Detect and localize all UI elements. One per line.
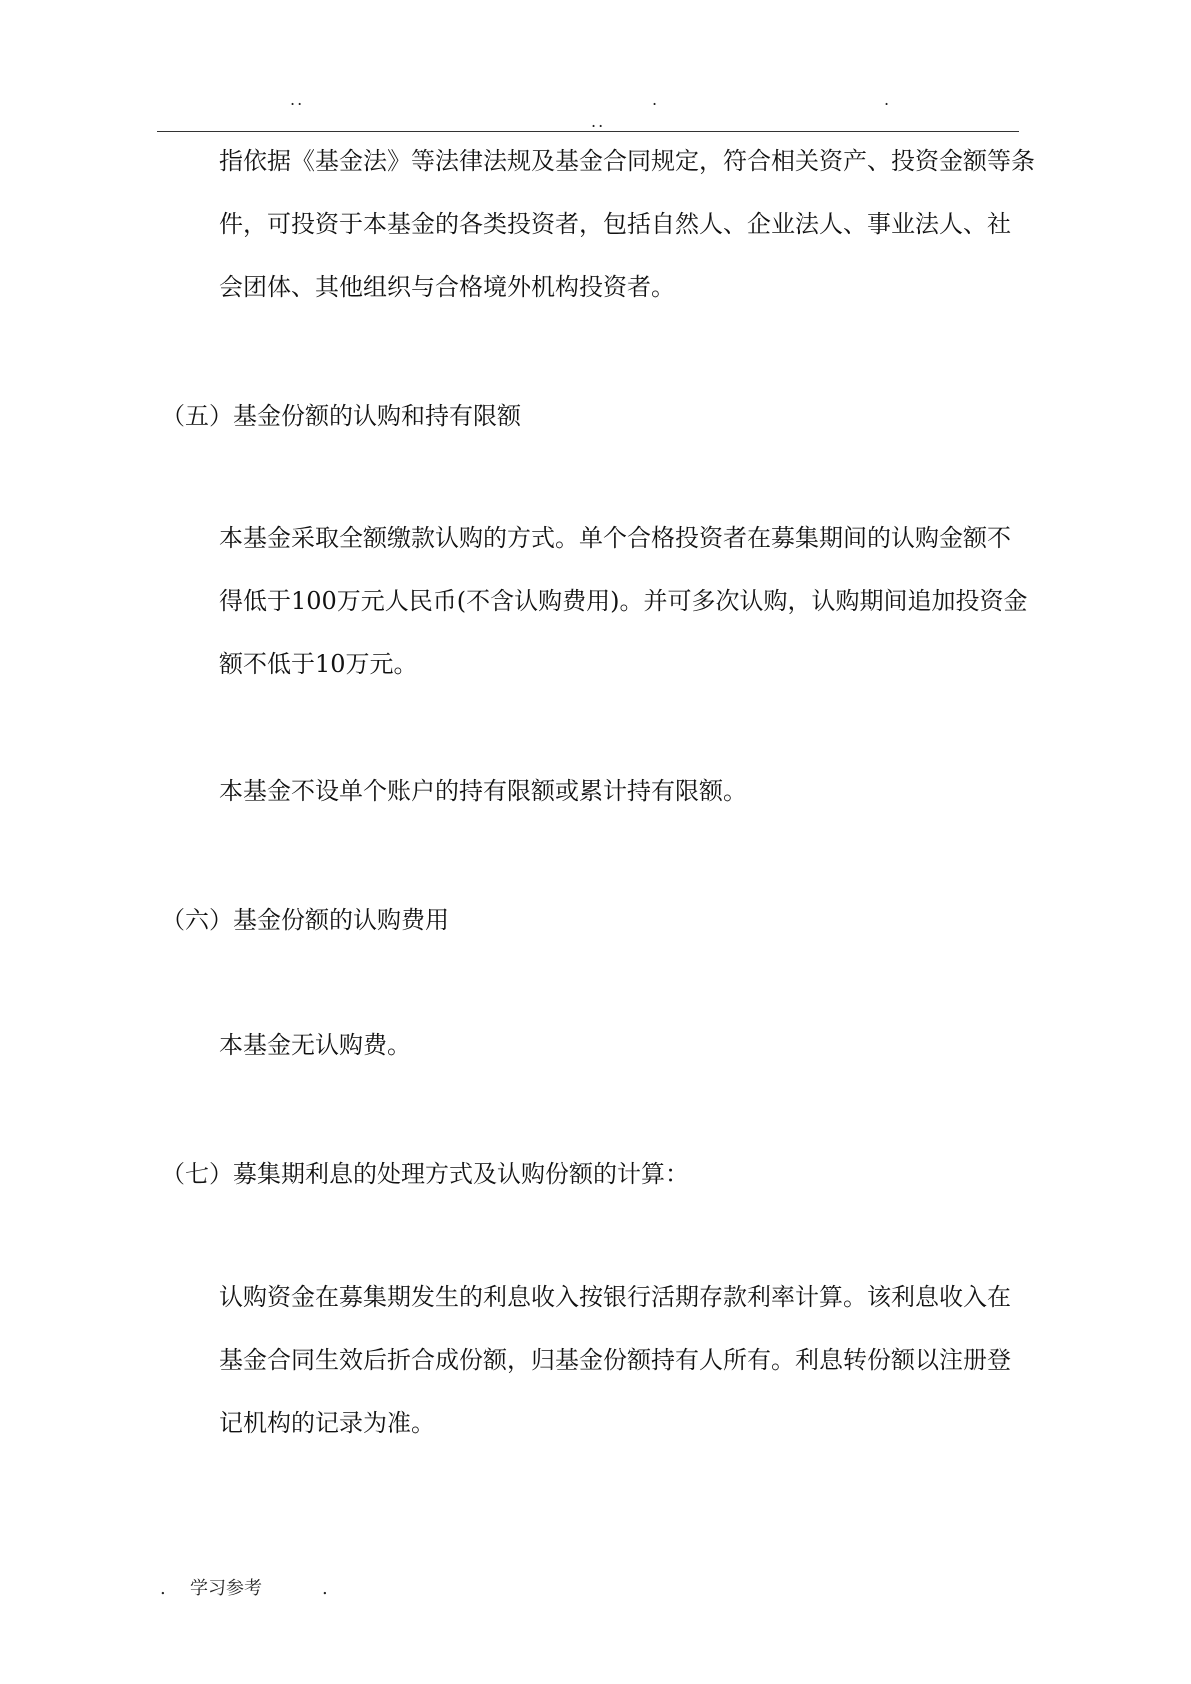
footer-dot-left: . [160, 1578, 166, 1599]
para2-line-2: 得低于100万元人民币(不含认购费用)。并可多次认购，认购期间追加投资金 [219, 587, 1028, 615]
header-dot-center-right: . [652, 90, 660, 109]
para5-line-1: 认购资金在募集期发生的利息收入按银行活期存款利率计算。该利息收入在 [219, 1283, 1011, 1311]
para1-line-2: 件，可投资于本基金的各类投资者，包括自然人、企业法人、事业法人、社 [219, 210, 1011, 238]
header-dots-left: .. [290, 90, 305, 109]
para1-line-1: 指依据《基金法》等法律法规及基金合同规定，符合相关资产、投资金额等条 [219, 147, 1035, 175]
para5-line-2: 基金合同生效后折合成份额，归基金份额持有人所有。利息转份额以注册登 [219, 1346, 1011, 1374]
para3: 本基金不设单个账户的持有限额或累计持有限额。 [219, 777, 747, 805]
footer-dot-right: . [322, 1578, 328, 1599]
header-rule [157, 131, 1019, 132]
header-dot-right: . [884, 90, 892, 109]
footer-label: 学习参考 [190, 1578, 262, 1599]
section-heading-5: （五）基金份额的认购和持有限额 [161, 402, 521, 430]
section-heading-6: （六）基金份额的认购费用 [161, 906, 449, 934]
para4: 本基金无认购费。 [219, 1031, 411, 1059]
section-heading-7: （七）募集期利息的处理方式及认购份额的计算： [161, 1160, 689, 1188]
para2-line-1: 本基金采取全额缴款认购的方式。单个合格投资者在募集期间的认购金额不 [219, 524, 1011, 552]
para2-line-3: 额不低于10万元。 [219, 650, 418, 678]
header-dots-center: .. [591, 112, 606, 131]
para5-line-3: 记机构的记录为准。 [219, 1409, 435, 1437]
para1-line-3: 会团体、其他组织与合格境外机构投资者。 [219, 273, 675, 301]
